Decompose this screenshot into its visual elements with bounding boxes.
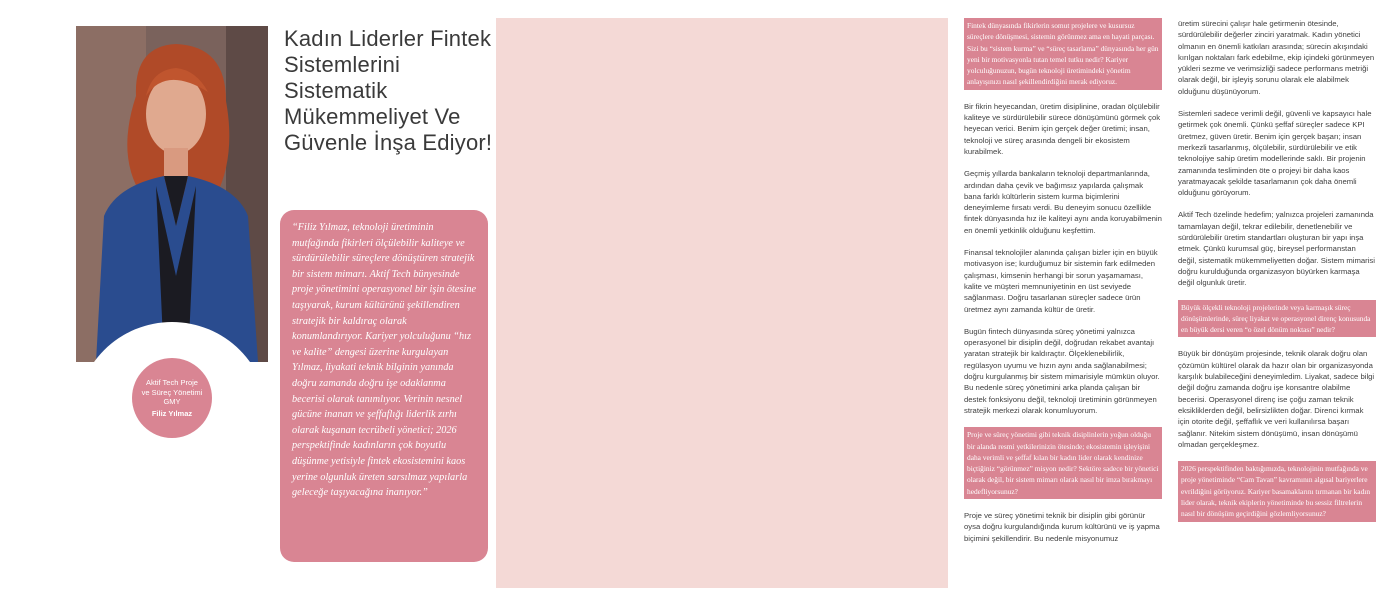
caption-role-line3: GMY bbox=[163, 397, 181, 406]
interview-question: 2026 perspektifinden baktığımızda, teknolojinin mutfağında ve proje yönetiminde “Cam Tavan” kavramının algısal bariyerlere evrildiğini görüyoruz. Kariyer basamaklarını tırmanan bir kadın lider olarak, teknik ekiplerin yönetiminde bu sessiz filtrelerin nasıl bir dönüşüm geçirdiğini gözlemliyorsunuz? bbox=[1178, 461, 1376, 521]
article-column-right bbox=[1178, 18, 1376, 533]
interview-answer: Aktif Tech özelinde hedefim; yalnızca projeleri zamanında tamamlayan değil, tekrar edilebilir, denetlenebilir ve sürdürülebilir üretim standartları oluşturan bir yapı inşa etmek. Çünkü kurumsal güç, bireysel performanstan değil, sistematik mükemmeliyetten doğar. Sistem mimarisi doğru kurulduğunda organizasyon büyürken karmaşa değil olgunluk üretir. bbox=[1178, 210, 1375, 288]
interview-answer: Bir fikrin heyecandan, üretim disiplinine, oradan ölçülebilir kaliteye ve sürdürülebilir sürece dönüşümünü görmek çok heyecan verici. Benim için gerçek değer üretimi; insan, teknoloji ve süreç arasında dengeli bir ekosistem kurabilmek. bbox=[964, 101, 1161, 156]
interview-answer: Bugün fintech dünyasında süreç yönetimi yalnızca operasyonel bir disiplin değil, doğrudan rekabet avantajı yaratan stratejik bir kaldıraçtır. Ölçeklenebilirlik, regülasyon uyumu ve hızın aynı anda sağlanabilmesi; doğru kurgulanmış bir sistem mimarisiyle mümkün oluyor. Bu nedenle süreç yönetimini arka planda çalışan bir destek fonksiyonu değil, teknoloji üretiminin görünmeyen stratejik merkezi olarak konumluyorum. bbox=[964, 326, 1160, 415]
interview-answer: Geçmiş yıllarda bankaların teknoloji departmanlarında, ardından daha çevik ve bağımsız yapılarda çalışmak bana farklı kültürlerin sistem kurma biçimlerini deneyimleme fırsatı verdi. Bu deneyim sonucu özellikle fintek dünyasında hız ile kaliteyi aynı anda koruyabilmenin en önemli yetkinlik olduğunu keşfettim. bbox=[964, 169, 1162, 235]
magazine-spread bbox=[52, 18, 1375, 588]
interview-question: Fintek dünyasında fikirlerin somut projelere ve kusursuz süreçlere dönüşmesi, sistemin görünmez ama en hayati parçası. Sizi bu “sistem kurma” ve “süreç tasarlama” dünyasında her gün yeni bir motivasyonla tutan temel tutku nedir? Kariyer yolculuğunuzun, bugün teknoloji üretimindeki yönetim anlayışınızı nasıl şekillendirdiğini merak ediyoruz. bbox=[964, 18, 1162, 90]
portrait-photo bbox=[76, 26, 268, 362]
interview-answer: Proje ve süreç yönetimi teknik bir disiplin gibi görünür oysa doğru kurgulandığında kurum kültürünü ve iş yapma biçimini şekillendirir. Bu nedenle misyonumuz bbox=[964, 510, 1160, 543]
interview-answer: üretim sürecini çalışır hale getirmenin ötesinde, sürdürülebilir değerler zinciri yaratmak. Kadın yönetici olmanın en önemli katkıları arasında; sürecin akışındaki kırılgan noktaları fark edebilme, ekip içindeki görünmeyen yükleri sezme ve verimsizliği sadece performans metriği olarak değil, bir işleyiş sorunu olarak ele alabilmek olduğunu düşünüyorum. bbox=[1178, 19, 1375, 96]
caption-role-line1: Aktif Tech Proje bbox=[146, 378, 198, 387]
quote-text: “Filiz Yılmaz, teknoloji üretiminin mutfağında fikirleri ölçülebilir kaliteye ve sürdürülebilir süreçlere dönüştüren stratejik bir sistem mimarı. Aktif Tech bünyesinde proje yönetimini operasyonel bir işin ötesine taşıyarak, kurum kültürünü şekillendiren stratejik bir kaldıraç olarak konumlandırıyor. Kariyer yolculuğunu “hız ve kalite” dengesi üzerine kurgulayan Yılmaz, liyakati teknik bilginin yanında doğru zamanda doğru işe odaklanma becerisi olarak tanımlıyor. Verinin nesnel gücüne inanan ve şeffaflığı liderlik zırhı olarak kuşanan tecrübeli yönetici; 2026 perspektifinde kadınların çok boyutlu düşünme yetisiyle fintek ekosistemini kaos yerine olgunluk üreten sarsılmaz yapılarla geleceğe taşıyacağına inanıyor.” bbox=[292, 222, 477, 499]
portrait-illustration bbox=[76, 26, 268, 362]
interview-answer: Sistemleri sadece verimli değil, güvenli ve kapsayıcı hale getirmek çok önemli. Çünkü şeffaf süreçler sadece KPI üretmez, güven üretir. Benim için gerçek başarı; insan merkezli tasarlanmış, ölçülebilir, sürdürülebilir ve etik teknolojiye sahip üretim modellerinde saklı. Bir projenin zamanında tesliminden öte o projeyi bir daha kaos yaratmayacak şekilde tasarlamanın çok daha önemli olduğunu görüyorum. bbox=[1178, 109, 1372, 198]
right-page bbox=[496, 18, 1375, 588]
left-page bbox=[52, 18, 496, 588]
caption-name: Filiz Yılmaz bbox=[151, 408, 193, 418]
caption-badge bbox=[132, 358, 212, 438]
article-title: Kadın Liderler Fintek Sistemlerini Sistematik Mükemmeliyet Ve Güvenle İnşa Ediyor! bbox=[284, 26, 493, 155]
interview-answer: Büyük bir dönüşüm projesinde, teknik olarak doğru olan çözümün kültürel olarak da hazır olan bir organizasyonda karşılık bulabileceğini deneyimledim. Liyakat, sadece bilgi değil doğru zamanda doğru işe konsantre olabilme becerisi. Operasyonel direnç ise çoğu zaman teknik eksikliklerden değil, belirsizlikten doğar. Direnci kırmak için otorite değil, şeffaflık ve veri kullanılırsa başarı sağlanır. Nitekim sistem dönüşümü, insan dönüşümü olmadan gerçekleşmez. bbox=[1178, 349, 1375, 449]
interview-answer: Finansal teknolojiler alanında çalışan bizler için en büyük motivasyon ise; kurduğumuz bir sistemin fark edilmeden çalışması, kimsenin herhangi bir sorun yaşamaması, kalite ve müşteri memnuniyetinin en üst seviyede sağlanması. Doğru tasarlanan süreçler sadece ürün üretmez aynı zamanda kültür de üretir. bbox=[964, 248, 1158, 314]
interview-question: Büyük ölçekli teknoloji projelerinde veya karmaşık süreç dönüşümlerinde, süreç liyakat ve operasyonel direnç konusunda en büyük dersi veren “o özel dönüm noktası” nedir? bbox=[1178, 300, 1376, 338]
interview-question: Proje ve süreç yönetimi gibi teknik disiplinlerin yoğun olduğu bir alanda resmi yetkilerinizin ötesinde; ekosistemin işleyişini daha verimli ve şeffaf kılan bir kadın lider olarak kendinize biçtiğiniz “görünmez” misyon nedir? Sektöre sadece bir yönetici olarak değil, bir sistem mimarı olarak nasıl bir imza bırakmayı hedefliyorsunuz? bbox=[964, 427, 1162, 499]
caption-role-line2: ve Süreç Yönetimi bbox=[141, 387, 203, 397]
article-column-left bbox=[964, 18, 1162, 555]
quote-card bbox=[280, 210, 488, 562]
